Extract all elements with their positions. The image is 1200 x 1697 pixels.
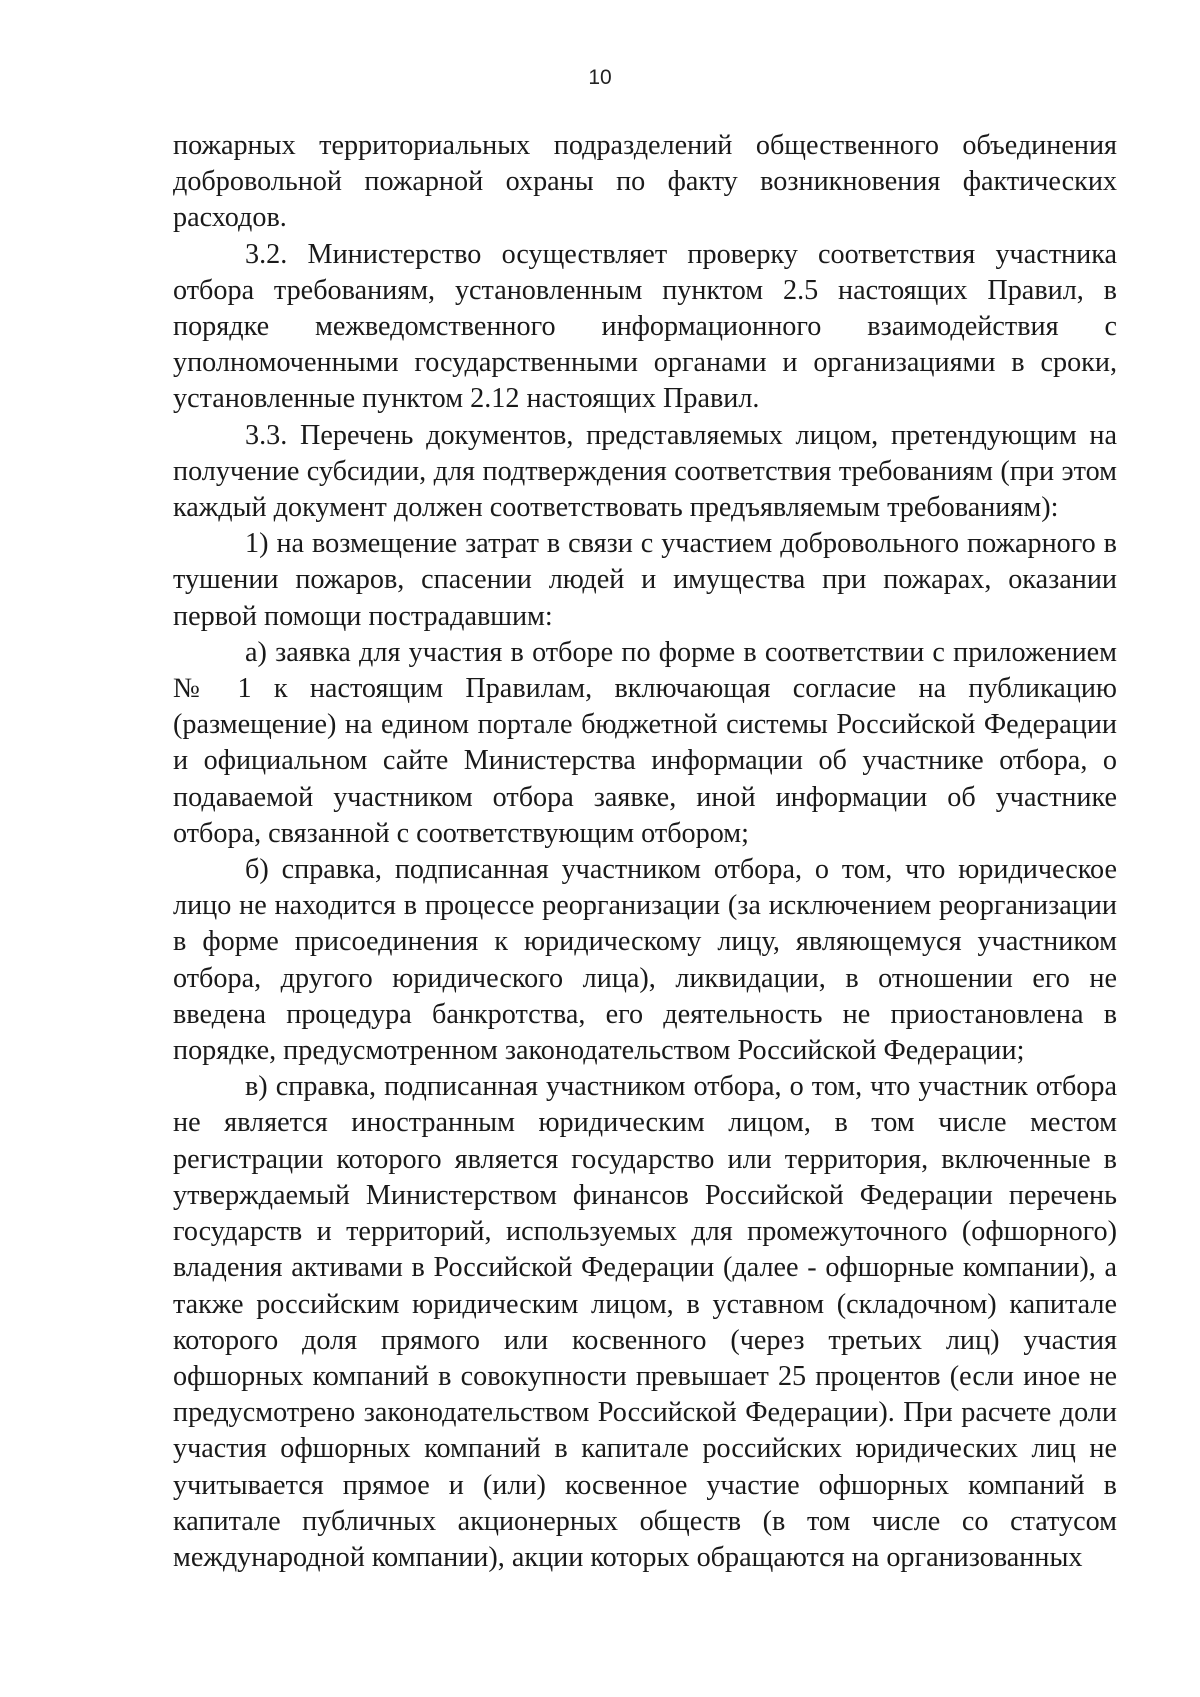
paragraph-continuation: пожарных территориальных подразделений общественного объединения добровольной пожарной охраны по факту возникновения фактических расходов.	[173, 130, 1117, 234]
paragraph-clause-3-2: 3.2. Министерство осуществляет проверку соответствия участника отбора требованиям, установленным пунктом 2.5 настоящих Правил, в порядке межведомственного информационного взаимодействия с уполномоченными государственными органами и организациями в сроки, установленные пунктом 2.12 настоящих Правил.	[173, 238, 1117, 415]
paragraph-item-v: в) справка, подписанная участником отбора, о том, что участник отбора не является иностранным юридическим лицом, в том числе местом регистрации которого является государство или территория, включенные в утверждаемый Министерством финансов Российской Федерации перечень государств и территорий, используемых для промежуточного (офшорного) владения активами в Российской Федерации (далее - офшорные компании), а также российским юридическим лицом, в уставном (складочном) капитале которого доля прямого или косвенного (через третьих лиц) участия офшорных компаний в совокупности превышает 25 процентов (если иное не предусмотрено законодательством Российской Федерации). При расчете доли участия офшорных компаний в капитале российских юридических лиц не учитывается прямое и (или) косвенное участие офшорных компаний в капитале публичных акционерных обществ (в том числе со статусом международной компании), акции которых обращаются на организованных	[173, 1071, 1117, 1573]
paragraph-item-1: 1) на возмещение затрат в связи с участием добровольного пожарного в тушении пожаров, спасении людей и имущества при пожарах, оказании первой помощи пострадавшим:	[173, 528, 1117, 632]
page-number: 10	[588, 66, 612, 89]
document-body	[173, 128, 1117, 1576]
paragraph-item-b: б) справка, подписанная участником отбора, о том, что юридическое лицо не находится в процессе реорганизации (за исключением реорганизации в форме присоединения к юридическому лицу, являющемуся участником отбора, другого юридического лица), ликвидации, в отношении его не введена процедура банкротства, его деятельность не приостановлена в порядке, предусмотренном законодательством Российской Федерации;	[173, 854, 1117, 1067]
paragraph-item-a: а) заявка для участия в отборе по форме в соответствии с приложением № 1 к настоящим Правилам, включающая согласие на публикацию (размещение) на едином портале бюджетной системы Российской Федерации и официальном сайте Министерства информации об участнике отбора, о подаваемой участником отбора заявке, иной информации об участнике отбора, связанной с соответствующим отбором;	[173, 636, 1117, 849]
paragraph-clause-3-3: 3.3. Перечень документов, представляемых лицом, претендующим на получение субсидии, для подтверждения соответствия требованиям (при этом каждый документ должен соответствовать предъявляемым требованиям):	[173, 419, 1117, 524]
